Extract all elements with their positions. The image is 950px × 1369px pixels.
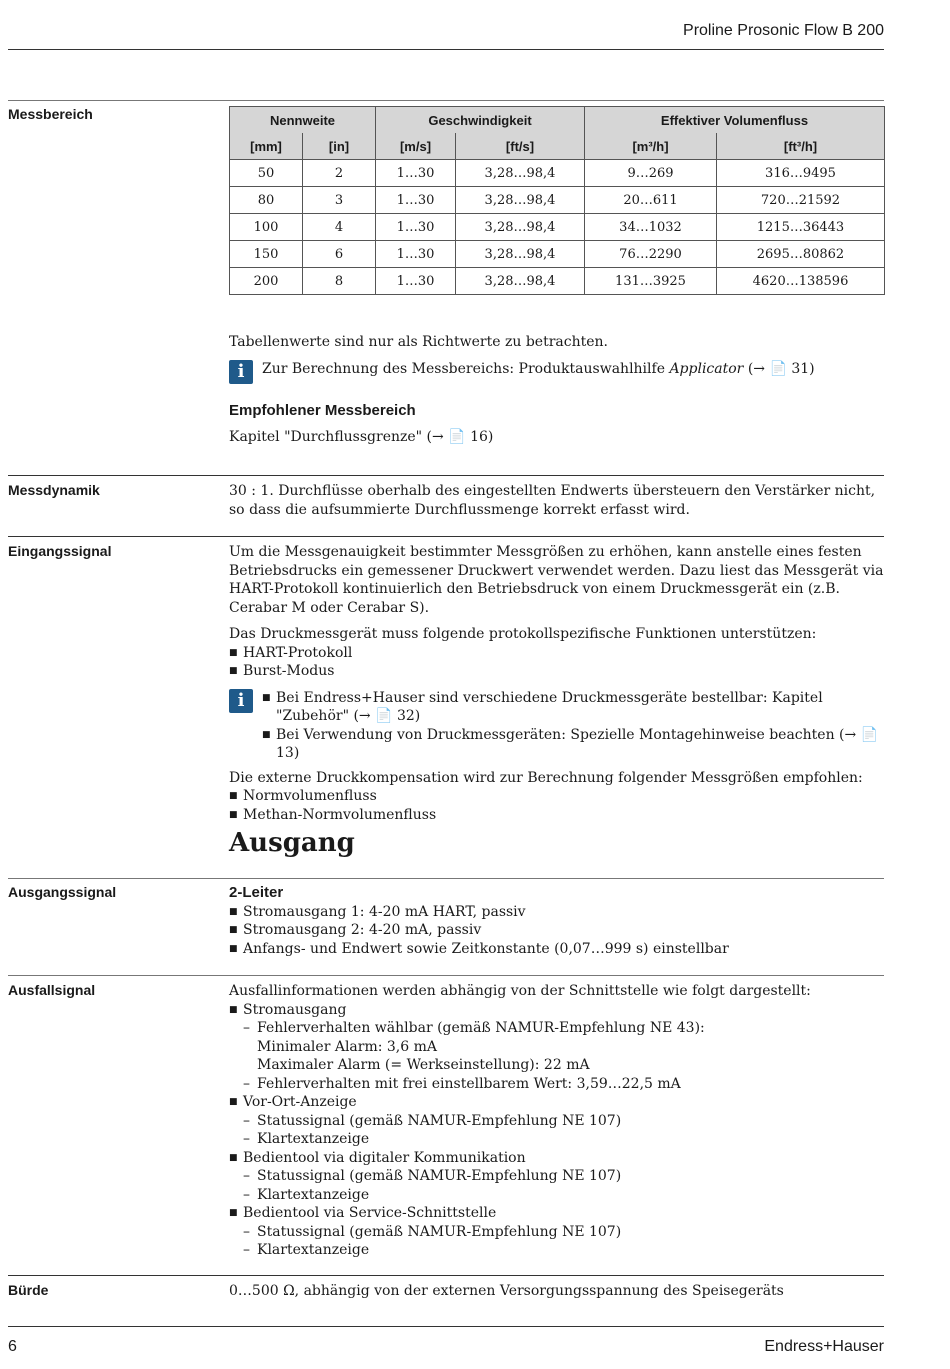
section-divider [8,1275,884,1276]
table-group-header: Nennweite [230,107,376,134]
footer-rule [8,1326,884,1327]
list-item-label: Stromausgang [243,1001,347,1018]
dash-list [229,1112,885,1149]
table-cell: 1…30 [376,268,456,295]
info-text-suffix: (→ 📄 31) [743,360,815,377]
table-unit-header: [in] [303,133,376,160]
list-item: ■ Bei Endress+Hauser sind verschiedene Druckmessgeräte bestellbar: Kapitel "Zubehör" (→ 📄 32) [262,689,885,726]
table-cell: 1…30 [376,160,456,187]
paragraph: Das Druckmessgerät muss folgende protokollspezifische Funktionen unterstützen: [229,626,817,642]
info-text-prefix: Zur Berechnung des Messbereichs: Produktauswahlhilfe [262,360,670,377]
list-item [229,1001,885,1020]
table-cell: 76…2290 [585,241,717,268]
info-icon: i [229,689,253,713]
ausgangssignal-content [229,884,885,958]
bullet-list [229,787,885,824]
table-cell: 3,28…98,4 [456,214,585,241]
table-cell: 3 [303,187,376,214]
table-cell: 6 [303,241,376,268]
table-cell: 34…1032 [585,214,717,241]
table-unit-header: [m³/h] [585,133,717,160]
label-ausgangssignal: Ausgangssignal [8,884,117,900]
continuation-line: Maximaler Alarm (= Werkseinstellung): 22 mA [257,1057,590,1073]
table-note: Tabellenwerte sind nur als Richtwerte zu betrachten. [229,334,608,350]
bullet-list [229,903,885,959]
messbereich-notes [229,333,885,447]
table-cell: 9…269 [585,160,717,187]
info-note [229,689,885,763]
sub-heading-2-leiter: 2-Leiter [229,884,284,901]
paragraph: Um die Messgenauigkeit bestimmter Messgrößen zu erhöhen, kann anstelle eines festen Betriebsdrucks ein gemessener Druckwert verwendet werden. Dazu liest das Messgerät via HART-Protokoll kontinuierlich den Betriebsdruck von einem Druckmessgerät ein (z.B. Cerabar M oder Cerabar S). [229,544,884,616]
table-row [230,214,885,241]
table-cell: 150 [230,241,303,268]
eingangssignal-content [229,543,885,824]
table-cell: 1…30 [376,241,456,268]
paragraph: Ausfallinformationen werden abhängig von der Schnittstelle wie folgt dargestellt: [229,983,811,999]
label-ausfallsignal: Ausfallsignal [8,982,96,998]
table-row [230,241,885,268]
table-cell: 3,28…98,4 [456,241,585,268]
section-heading-ausgang: Ausgang [229,828,355,858]
table-cell: 100 [230,214,303,241]
table-cell: 131…3925 [585,268,717,295]
table-cell: 720…21592 [717,187,885,214]
label-messdynamik: Messdynamik [8,482,100,498]
table-group-header: Effektiver Volumenfluss [585,107,885,134]
ausfallsignal-content [229,982,885,1260]
bullet-list [262,689,885,763]
section-divider [8,975,884,976]
list-item: ■ Bedientool via Service-Schnittstelle [229,1204,885,1223]
table-unit-header: [m/s] [376,133,456,160]
table-cell: 1…30 [376,187,456,214]
table-unit-header: [mm] [230,133,303,160]
table-cell: 80 [230,187,303,214]
dash-list [229,1075,885,1094]
table-cell: 2 [303,160,376,187]
table-cell: 200 [230,268,303,295]
list-item: ■ Bei Verwendung von Druckmessgeräten: Spezielle Montagehinweise beachten (→ 📄 13) [262,726,885,763]
dash-list [229,1019,885,1038]
list-item: ■ Bedientool via digitaler Kommunikation [229,1149,885,1168]
table-cell: 50 [230,160,303,187]
page-header-title: Proline Prosonic Flow B 200 [683,22,884,39]
list-item: – Statussignal (gemäß NAMUR-Empfehlung NE 107) [229,1223,885,1242]
buerde-text: 0…500 Ω, abhängig von der externen Versorgungsspannung des Speisegeräts [229,1283,784,1299]
bullet-list [229,1093,885,1112]
footer-brand: Endress+Hauser [764,1338,884,1355]
table-row [230,187,885,214]
list-item: – Klartextanzeige [229,1130,885,1149]
list-item: ■ Anfangs- und Endwert sowie Zeitkonstante (0,07…999 s) einstellbar [229,940,885,959]
dash-list [229,1223,885,1260]
table-cell: 1215…36443 [717,214,885,241]
table-cell: 8 [303,268,376,295]
table-cell: 3,28…98,4 [456,187,585,214]
table-group-header: Geschwindigkeit [376,107,585,134]
table-unit-header: [ft/s] [456,133,585,160]
bullet-list [229,1149,885,1168]
list-item: – Fehlerverhalten wählbar (gemäß NAMUR-Empfehlung NE 43): [229,1019,885,1038]
bullet-list [229,1001,885,1020]
section-divider [8,878,884,879]
section-divider [8,475,884,476]
table-cell: 4 [303,214,376,241]
table-cell: 4620…138596 [717,268,885,295]
measuring-range-table [229,106,885,295]
label-buerde: Bürde [8,1282,49,1298]
info-note [229,360,885,386]
list-item: ■ Stromausgang 1: 4-20 mA HART, passiv [229,903,885,922]
table-row [230,268,885,295]
dash-list [229,1167,885,1204]
bullet-list [229,644,885,681]
chapter-reference-link[interactable]: Kapitel "Durchflussgrenze" (→ 📄 16) [229,429,494,445]
table-cell: 3,28…98,4 [456,160,585,187]
header-rule [8,49,884,50]
section-divider [8,536,884,537]
list-item: ■ Stromausgang 2: 4-20 mA, passiv [229,921,885,940]
list-item: – Fehlerverhalten mit frei einstellbarem Wert: 3,59…22,5 mA [229,1075,885,1094]
label-eingangssignal: Eingangssignal [8,543,112,559]
list-item: ■ HART-Protokoll [229,644,885,663]
table-cell: 2695…80862 [717,241,885,268]
list-item: – Statussignal (gemäß NAMUR-Empfehlung NE 107) [229,1167,885,1186]
info-icon: i [229,360,253,384]
paragraph: Die externe Druckkompensation wird zur Berechnung folgender Messgrößen empfohlen: [229,769,863,786]
table-row [230,160,885,187]
messdynamik-text: 30 : 1. Durchflüsse oberhalb des eingestellten Endwerts übersteuern den Verstärker nicht, so dass die aufsummierte Durchflussmenge korrekt erfasst wird. [229,483,876,518]
section-divider [8,100,884,101]
continuation-line: Minimaler Alarm: 3,6 mA [257,1038,438,1055]
list-item: – Klartextanzeige [229,1186,885,1205]
table-cell: 3,28…98,4 [456,268,585,295]
table-cell: 316…9495 [717,160,885,187]
sub-heading-empfohlener-messbereich: Empfohlener Messbereich [229,401,416,419]
list-item: – Klartextanzeige [229,1241,885,1260]
table-unit-header: [ft³/h] [717,133,885,160]
list-item: – Statussignal (gemäß NAMUR-Empfehlung NE 107) [229,1112,885,1131]
list-item: ■ Normvolumenfluss [229,787,885,806]
page-number: 6 [8,1338,17,1355]
info-text-italic: Applicator [669,360,744,377]
table-cell: 20…611 [585,187,717,214]
list-item: ■ Vor-Ort-Anzeige [229,1093,885,1112]
list-item: ■ Methan-Normvolumenfluss [229,806,885,825]
table-cell: 1…30 [376,214,456,241]
bullet-list [229,1204,885,1223]
label-messbereich: Messbereich [8,106,93,122]
list-item: ■ Burst-Modus [229,662,885,681]
